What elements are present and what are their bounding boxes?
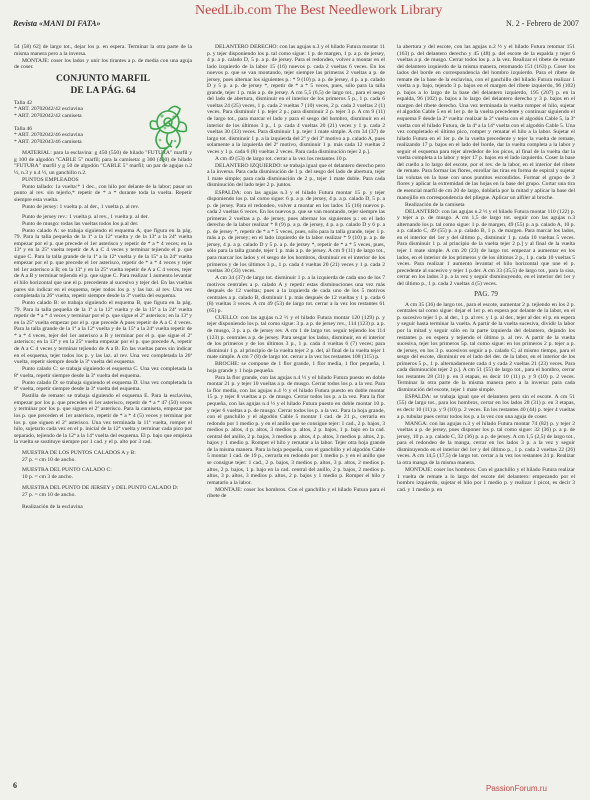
size-label: Talla 42 — [14, 99, 33, 106]
paragraph: Pastilla de remate: se trabaja siguiendo el esquema E. Para la esclavina, empezar por los p. que preceden el 1er asterisco, repetir de * a * 47 (50) veces y terminar por los p. que siguen el 2º asterisco. Para la camiseta, empezar por los p. que preceden el 1er asterisco, repetir de * a * 4 (5) veces y terminar por los p. que siguen el 2º asterisco. Una vez terminada la 11ª vuelta, romper el hilo, sujetarlo cada vez en el p. inicial de la 12ª vuelta y terminar cada pico por separado, tejiendo de la 12ª a la 14ª vuelta del esquema. El p. bajo que empieza la vuelta se sustituye siempre por 1 cad. y el p. alto por 3 cad. — [14, 393, 192, 446]
paragraph: Realización de la esclavina — [22, 504, 83, 511]
subheading: Realización de la camiseta — [405, 201, 465, 208]
column-3 — [397, 44, 575, 494]
paragraph: CUELLO: con las agujas n.2 ½ y el hilado Futura montar 120 (129) p. y tejer disponiendo los p. tal como sigue: 3 p. a p. de jersey rev., 114 (123) p. a p. de musgo, 3 p. a p. de jersey rev. A cm 1 de largo tot. seguir tejiendo los 114 (123) p. centrales a p. de jersey. Para sesgar los lados, disminuir, en el interior de los primeros y de los últimos 3 p., 1 p. cada 4 vueltas 6 (7) veces; para disminuir 1 p. al principio de la vuelta tejer 2 p. del, al final de la vuelta tejer 1 mate simple. A cm 7 (8) de largo tot. cerrar a la vez los restantes 108 (115) p. — [207, 314, 385, 361]
paragraph: A cm 34 (37) de largo tot. disminuir 1 p. a la izquierda de cada uno de los 7 motivos centrales a p. calado A y repetir estas disminuciones una vez más después de 12 vueltas; pues a la izquierda de cada uno de los 5 motivos centrales a p. calado B, disminuir 1 p. más después de 12 vueltas y 1 p. cada 6 (8) vueltas 3 veces. A cm 49 (53) de largo tot. cerrar a la vez los restantes 61 (65) p. — [207, 275, 385, 314]
paragraph: Para la flor grande, con las agujas n.4 ½ y el hilado Futura puesto en doble montar 21 p. y tejer 10 vueltas a p. de musgo. Cerrar todos los p. a la vez. Para la flor media, con las agujas n.4 ½ y el hilado Futura puesto en doble montar 15 p. y tejer 8 vueltas a p. de musgo. Cerrar todos los p. a la vez. Para la flor pequeña, con las agujas n.4 ½ y el hilado Futura puesto en doble montar 10 p. y tejer 6 vueltas a p. de musgo. Cerrar todos los p. a la vez. Para la hoja grande, con el ganchillo y el algodón Cable 5 montar 1 cad. de 21 p., cerrarla en redondo por 1 medio p. y en el anillo que se consigue tejer: 1 cad., 2 p. bajos, 3 medios p. altos, 4 p. altos, 3 medios p. altos, 2 p. bajos, 1 p. bajo en la cad. central del anillo, 2 p. bajos, 3 medios p. altos, 4 p. altos, 3 medios p. altos, 2 p. bajos y 1 medio p. Romper el hilo y rematar a la labor. Tejer otra hoja grande de la misma manera. Para la hoja pequeña, con el ganchillo y el algodón Cable 5 montar 1 cad. de 19 p., cerrarla en redondo por 1 medio p. y en el anillo que se consigue tejer: 1 cad., 2 p. bajos, 3 medios p. altos, 3 p. altos, 2 medios p. altos, 2 p. bajos, 1 p. bajo en la cad. central del anillo, 2 p. bajos, 2 medios p. altos, 3 p. altos, 3 medios p. altos, 2 p. bajos y 1 medio p. Romper el hilo y rematarlo a la labor. — [207, 374, 385, 486]
paragraph: DELANTERO IZQUIERDO: se trabaja igual que el delantero derecho pero a la inversa. Para cada disminución de 1 p. del sesgo del lado de abertura, tejer 1 mate simple; para cada disminución de 2 p., tejer 1 mate doble. Para cada disminución del lado tejer 2 p. juntos. — [207, 162, 385, 189]
paragraph: A cm 35 (36) de largo tot., para el escote, aumentar 2 p. tejiendo en los 2 p. centrales tal como sigue: dejar el 1er p. en espera por delante de la labor, en el p. sucesivo tejer 1 p. al der., 1 p. al rev. y 1 p. al der., tejer al der. el p. en espera y seguir hasta terminar la vuelta. A partir de la vuelta sucesiva, dividir la labor por la mitad y seguir sólo en la parte izquierda del delantero, dejando los restantes p. en espera y tejiendo el último p. al rev. A partir de la vuelta sucesiva, tejer los primeros 5p. tal como sigue: en los primeros 2 p. tejer a p. de jersey, en los 3 p. sucesivos seguir a p. calado C; al mismo tiempo, para el sesgo del escote, disminuir en el lado del der. de la labor, en el interior de los primeros 5 p., 1 p. alternadamente cada 4 y cada 2 vueltas 21 (23) veces. Para cada disminución tejer 2 p.]. A cm 51 (55) de largo tot., para el hombro, cerrar los restantes 28 (31) p. en 3 etapas, es decir 10 (11) p. y 9 (10) p. 2 veces. Terminar la otra parte de la misma manera pero a la inversa: para cada disminución del escote, tejer 1 mate simple. — [397, 301, 575, 393]
page-number: 6 — [13, 781, 17, 790]
paragraph: MUESTRA DE LOS PUNTOS CALADOS A y B: — [22, 449, 136, 456]
article-code: * ART. 20702043/46 camiseta — [14, 138, 82, 145]
paragraph: MONTAJE: coser los lados y unir los tirantes a p. de media con una aguja de coser. — [14, 57, 192, 71]
paragraph: Punto calado C: se trabaja siguiendo el esquema C. Una vez completada la 8ª vuelta, repetir siempre desde la 3ª vuelta del esquema. — [14, 366, 192, 379]
paragraph: Punto calado D: se trabaja siguiendo el esquema D. Una vez completada la 8ª vuelta, repetir siempre desde la 3ª vuelta del esquema. — [14, 379, 192, 393]
paragraph: MUESTRA DEL PUNTO CALADO C: — [22, 467, 112, 474]
watermark-bottom: PassionForum.ru — [486, 784, 547, 793]
paragraph: MANGA: con las agujas n.3 y el hilado Futura montar 74 (82) p. y tejer 2 vueltas a p. de jersey, pues disponer los p. tal como sigue: 32 (36) p. a p. de jersey, 10 p. a p. calado C, 32 (36) p. a p. de jersey. A cm 1,5 (2,5) de largo tot., para el redondeo de la manga, cerrar en los lados 3 p. a la vez y seguir disminuyendo en el interior del 1er y del último p., 1 p. cada 2 vueltas 22 (26) veces. A cm 14,5 (17,5) de largo tot. cerrar a la vez los restantes 24 p. Realizar la otra manga de la misma manera. — [397, 420, 575, 466]
paragraph: MONTAJE: coser los hombros. Con el ganchillo y el hilado Futura realizar 1 vuelta de remate a lo largo del escote del delantero: empezando por el hombro izquierdo, sujetar el hilo por 1 medio p. y realizar 1 picot, es decir 3 cad. y 1 medio p. en — [397, 466, 575, 493]
article-code: * ART. 20702042/42 esclavina — [14, 106, 83, 113]
section-title: CONJUNTO MARFIL — [55, 73, 151, 84]
paragraph: Punto tallado: 1a vuelta:* 1 dec., con hilo por delante de la labor; pasar un punto al rev. sin tejerlo,* repetir de * a * durante toda la vuelta. Repetir siempre esta vuelta. — [14, 183, 192, 203]
column-2 — [207, 44, 385, 500]
page-reference: PAG. 79 — [474, 290, 498, 299]
paragraph: Punto de jersey: 1 vuelta p. al der., 1 vuelta p. al rev. — [22, 204, 140, 210]
paragraph: A cm 49 (53) de largo tot. cerrar a la vez los restantes 10 p. — [215, 155, 348, 162]
paragraph: ESPALDA: con las agujas n.3 y el hilado Futura montar 15 p. y tejer disponiendo los p. tal como sigue: 6 p. a p. de jersey, 4 p. a p. calado D, 5 p. a p. de jersey. Para el redondeo, volver a montar en los lados 15 (16) nuevos p. cada 2 vueltas 6 veces. En los nuevos p. que se van montando, tejer siempre las primeras 2 vueltas a p. de jersey, pues alternar los siguientes p.: en el lado derecho de la labor realizar * 8 (9) p. a p. de jersey, 4 p. a p. calado D y 6 p. a p. de jersey *, repetir de * a * 5 veces, pues, sólo para la talla grande, tejer 1 p. más a p. de jersey; en el lado izquierdo de la labor realizar * 9 (10) p. a p. de jersey, 4 p. a p. calado D y 5 p. a p. de jersey *, repetir de * a * 5 veces, pues, sólo para la talla grande, tejer 1 p. más a p. de jersey. A cm 9 (11) de largo tot., para marcar los lados y el sesgo de los hombros, disminuir en el interior de los primeros y de los últimos 3 p., 1 p. cada 4 vueltas 20 (21) veces y 1 p. cada 2 vueltas 30 (33) veces. — [207, 189, 385, 275]
watermark-top: NeedLib.com The Best Needlework Library — [195, 3, 443, 18]
paragraph: 27 p. = cm 10 de ancho. — [22, 491, 76, 498]
paragraph: MONTAJE: coser los hombros. Con el ganchillo y el hilado Futura para el ribete de — [207, 486, 385, 500]
paragraph: 27 p. = cm 10 de ancho. — [22, 456, 76, 463]
paragraph: Punto calado A: se trabaja siguiendo el esquema A, que figura en la pág. 79. Para la talla pequeña de la 1ª a la 12ª vuelta y de la 13ª a la 24ª vuelta empezar por el p. que precede el 1er asterisco y repetir de * a * 4 veces; en la 13ª y en la 25ª vuelta repetir de A a C 4 veces y terminar tejiendo el p. que sigue C. Para la talla grande de la 1ª a la 12ª vuelta y de la 15ª a la 24ª vuelta empezar por el p. que precede el 1er asterisco, repetir de * a * 4 veces y tejer tel 1er asterisco a B; en la 13ª y en la 25ª vuelta repetir de A a C 4 veces, tejer de A a B y terminar tejiendo el p. que sigue C. Para realizar 1 aumento levantar el hilo horizontal que une el p. precedente al sucesivo y tejer del. En las vueltas pares sin indicar en el esquema, tejer todos los p. y las laz. al rev. Una vez completada la 26ª vuelta, repetir siempre desde la 3ª vuelta del esquema. — [14, 227, 192, 300]
paragraph: Punto de jersey rev.: 1 vuelta p. al rev., 1 vuelta p. al der. — [22, 213, 149, 220]
paragraph: DELANTERO: con las agujas n.2 ½ y el hilado Futura montar 110 (122) p. y tejer a p. de musgo. A cm 1,5 de largo tot. seguir con las agujas n.3 alternando los p. tal como sigue: 1 p. de margen, 49 (55) p. a p. calado A, 10 p. a p. calado C, 49 (55) p. a p. calado B, 1 p. de margen. Para marcar los lados, en el interior del 1er y del último p., disminuir 1 p. cada 10 vueltas 5 veces. Para disminuir 1 p. al principio de la vuelta tejer 2 p.] y al final de la vuelta tejer 1 mate simple. A cm 20 (23) de largo tot. empezar a aumentar en los lados, en el interior de los primeros y de los últimos 2 p., 1 p. cada 10 vueltas 5 veces. Para realizar 1 aumento levantar el hilo horizontal que une el p. precedente al sucesivo y tejer 1 p.der. A cm 33 (35,5) de largo tot., para la sisa, cerrar en los lados 3 p. a la vez y seguir disminuyendo, en el interior del 1er y del último p., 1 p. cada 2 vueltas 4 (5) veces. — [397, 208, 575, 287]
paragraph: 10 p. = cm 3 de ancho. — [22, 474, 73, 481]
paragraph: BROCHE: se compone de 1 flor grande, 1 flor media, 1 flor pequeña, 1 hoja grande y 1 hoja pequeña. — [207, 361, 385, 374]
paragraph: ESPALDA: se trabaja igual que el delantero pero sin el escote. A cm 51 (55) de largo tot., para los hombros, cerrar en los lados 28 (31) p. en 3 etapas, es decir 10 (11) p. y 9 (10) p. 2 veces. En los restantes 40 (44) p. tejer 4 vueltas a p. tubular pues cerrar todos los p. a la vez con una aguja de coser. — [397, 393, 575, 420]
paragraph: Punto calado B: se trabaja siguiendo el esquema B, que figura en la pág. 79. Para la talla pequeña de la 1ª a la 12ª vuelta y de la 15ª a la 24ª vuelta repetir de * a * 4 veces y terminar por el p. que sigue el 2º asterisco; en la 13ª y en la 25ª vuelta empezar por el p. que precede A pues repetir de A a C 4 veces. Para la talla grande de la 1ª a la 12ª vuelta y de la 15ª a la 24ª vuelta repetir de * a * 4 veces, tejer del 1er asterisco a B y terminar por el p. que sigue el 2º asterisco; en la 13ª y en la 25ª vuelta empezar por el p. que precede A, repetir de A a C 4 veces y terminar tejiendo de A a B. En las vueltas pares sin indicar en el esquema, tejer todos los p. y las laz. al rev. Una vez completada la 26ª vuelta, repetir siempre desde la 3ª vuelta del esquema. — [14, 300, 192, 366]
flower-ornament-icon — [140, 100, 196, 164]
size-label: Talla 46 — [14, 125, 33, 132]
paragraph: MATERIAL: para la esclavina: g 450 (550) de hilado "FUTURA" marfil y g 100 de algodón "CABLE 5" marfil; para la camiseta: g 300 (400) de hilado "FUTURA" marfil y g 50 de algodón "CABLE 5" marfil; un par de agujas n.2 ½, n.3 y n.4 ½, un ganchillo n.2. — [14, 150, 192, 176]
article-code: * ART. 20702042/42 camiseta — [14, 112, 82, 119]
article-code: * ART. 20702042/46 esclavina — [14, 132, 83, 139]
paragraph: la abertura y del escote, con las agujas n.2 ½ y el hilado Futura retomar 151 (163) p. del delantero derecho y 45 (48) p. del escote de la espalda y tejer 6 vueltas a p. de musgo. Cerrar todos los p. a la vez. Realizar el ribete de remate del delantero izquierdo de la misma manera, retomando 151 (163) p. Coser los lados del borde en correspondencia del hombro izquierdo. Para el ribete de remate de la base de la esclavina, con el ganchillo del hilado Futura realizar 1 vuelta a p. bajo, tejendo 3 p. bajos en el margen del ribete izquierdo, 96 (102) p. bajos a lo largo de la base del delantero izquierdo, 195 (207) p. en la espalda, 96 (102) p. bajos a lo largo del delantero derecho y 3 p. bajos en el margen del ribete derecho. Una vez terminada la vuelta romper el hilo, sujetar el algodón Cable 5 en el 1er p. de la vuelta precedente y continuar siguiendo el esquema F desde la 2ª vuelta: realizar la 2ª vuelta con el algodón Cable 5, la 3ª vuelta con el hilado Futura, de la 4ª a la 14ª vuelta con el algodón Cable 5. Una vez completado el último pico, romper y rematar el hilo a la labor. Sujetar el hilado Futura en el 1er p. de la vuelta precedente y tejer la vuelta de remate, realizando 17 p. bajos en el lado del borde, dar la vuelta completa a la labor y seguir el esquema para tejer alrededor de los picos, al final de la vuelta dar la vuelta completa a la labor y tejer 17 p. bajos en el lado izquierdo. Coser la base del cuello a lo largo del escote, por el rev. de la labor, en el interior del ribete de remate. Para formar las flores, enrollar las tiras en forma de espiral y sujetar las volutas en la base con unos puntitos escondidos. Formar el grupo de 3 flores y aplicar la extremidad de las hojas en la base del grupo. Cortar una tira de esencial marfil de cm 20 de largo, doblarla por la mitad y aplicar la base del manojillo en correspondencia del pliegue. Aplicar un alfiler al broche. — [397, 44, 575, 201]
paragraph: MUESTRA DEL PUNTO DE JERSEY y DEL PUNTO CALADO D: — [22, 484, 179, 491]
paragraph: DELANTERO DERECHO: con las agujas n.3 y el hilado Futura montar 11 p. y tejer disponiendo los p. tal como sigue: 1 p. de margen, 1 p. a p. de jersey, 4 p. a p. calado D, 5 p. a p. de jersey. Para el redondeo, volver a montar en el lado izquierdo de la labor 15 (16) nuevos p. cada 2 vueltas 6 veces. En los nuevos p. que se van montando, tejer siempre las primeras 2 vueltas a p. de jersey, pues alternar los siguientes p.: * 9 (10) p. a p. de jersey, 4 p. a p. calado D y 5 p. a p. de jersey *, repetir de * a * 5 veces, pues, sólo para la talla grande, tejer 1 p. más a p. de jersey. A cm 5,5 (6,5) de largo tot., para el sesgo del lado de abertura, disminuir en el interior de los primeros 5 p., 1 p. cada 6 vueltas 24 (25) veces, 1 p. cada 2 vueltas 7 (10) veces, 2 p. cada 2 vueltas 2 (1) veces. Para disminuir 1 p. tejer 2 p.; para disminuir 2 p. tejer 3 p. A cm 9 (11) de largo tot., para marcar el lado y para el sesgo del hombro, disminuir en el interior de los últimos 3 p., 1 p. cada 4 vueltas 20 (21) veces y 1 p. cada 2 vueltas 30 (33) veces. Para disminuir 1 p. tejer 1 mate simple. A cm 34 (37) de largo tot. disminuir 1 p. a la izquierda del 2º y del 3º motivo a p. calado A, pues solamente a la izquierda del 2º motivo, disminuir 1 p. más cada 12 vueltas 2 veces y 1 p. cada 6 (8) vueltas 2 veces. Para cada disminución tejer 2 p.]. — [207, 44, 385, 155]
header-issue: N. 2 - Febrero de 2007 — [506, 19, 579, 28]
paragraph: 54 (58) 62] de largo tot., dejar los p. en espera. Terminar la otra parte de la misma manera pero a la inversa. — [14, 44, 192, 57]
subheading: PUNTOS EMPLEADOS — [22, 176, 79, 183]
section-subtitle: DE LA PÁG. 64 — [70, 85, 136, 96]
header-title: Revista «MANI DI FATA» — [13, 19, 101, 28]
paragraph: Punto de musgo: todas las vueltas todos los p.al der. — [22, 220, 139, 227]
